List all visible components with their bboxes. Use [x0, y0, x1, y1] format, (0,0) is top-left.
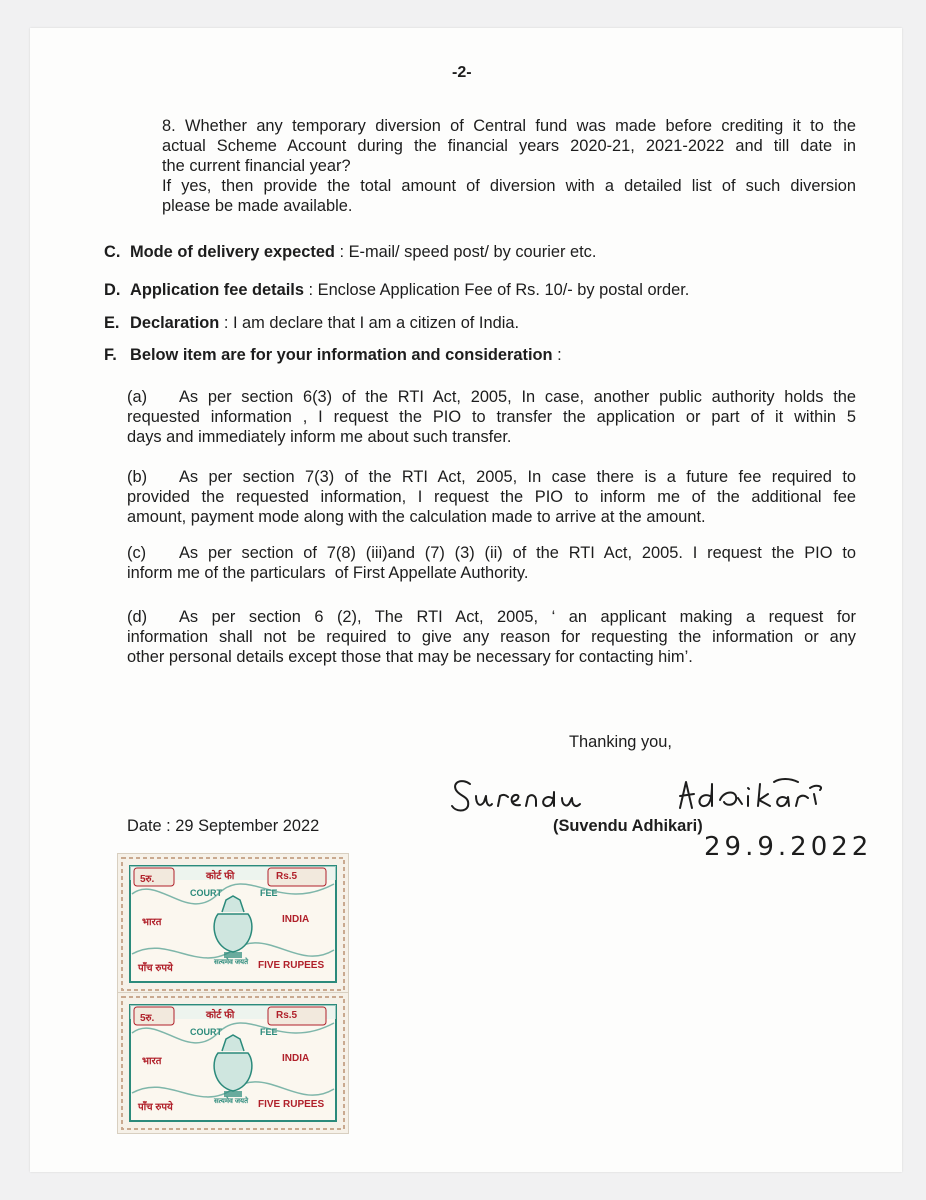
item-letter: F. — [104, 346, 117, 364]
item-f-information — [104, 345, 562, 365]
paragraph-line: requested information , I request the PIO to transfer the application or part of it within 5 — [127, 408, 856, 426]
paragraph-line: provided the requested information, I request the PIO to inform me of the additional fee — [127, 488, 856, 506]
item-text: : — [552, 346, 562, 364]
paragraph-tag: (a) — [127, 388, 148, 406]
item-c-delivery-mode — [104, 242, 596, 262]
item-8-line: the current financial year? — [162, 157, 351, 175]
stamp-country-hindi: भारत — [142, 1056, 162, 1067]
item-heading: Below item are for your information and consideration — [130, 346, 553, 364]
stamp-words-english: FIVE RUPEES — [258, 1099, 325, 1110]
item-text: : I am declare that I am a citizen of India. — [219, 314, 520, 332]
paragraph-a — [127, 387, 856, 447]
date-line: Date : 29 September 2022 — [127, 817, 320, 835]
stamp-emblem-motto: सत्यमेव जयते — [214, 1098, 249, 1105]
item-heading: Application fee details — [130, 281, 304, 299]
paragraph-line: amount, payment mode along with the calculation made to arrive at the amount. — [127, 508, 706, 526]
item-text: : Enclose Application Fee of Rs. 10/- by postal order. — [303, 281, 690, 299]
item-text: : E-mail/ speed post/ by courier etc. — [334, 243, 597, 261]
paragraph-line — [127, 543, 856, 563]
item-heading: Mode of delivery expected — [130, 243, 335, 261]
stamp-top-hindi: कोर्ट फी — [206, 871, 235, 882]
item-8-question — [162, 116, 856, 216]
item-8-line: please be made available. — [162, 197, 353, 215]
paragraph-line: days and immediately inform me about such transfer. — [127, 428, 512, 446]
paragraph-line: information shall not be required to give any reason for requesting the information or any — [127, 628, 856, 646]
stamp-court-label: COURT — [190, 1027, 222, 1037]
stamp-words-english: FIVE RUPEES — [258, 960, 325, 971]
paragraph-tag: (b) — [127, 468, 148, 486]
stamp-court-label: COURT — [190, 888, 222, 898]
stamp-country-english: INDIA — [282, 914, 310, 925]
stamp-value-hindi: 5रु. — [140, 1013, 155, 1024]
paragraph-text: As per section of 7(8) (iii)and (7) (3) (ii) of the RTI Act, 2005. I request the PIO to — [179, 544, 856, 562]
stamp-value-hindi: 5रु. — [140, 874, 155, 885]
item-heading: Declaration — [130, 314, 220, 332]
item-8-line: 8. Whether any temporary diversion of Central fund was made before crediting it to the — [162, 117, 856, 135]
court-fee-stamp — [117, 992, 349, 1134]
stamp-country-english: INDIA — [282, 1053, 310, 1064]
paragraph-line: inform me of the particulars of First Appellate Authority. — [127, 564, 529, 582]
item-letter: D. — [104, 281, 121, 299]
paragraph-text: As per section 6 (2), The RTI Act, 2005, ‘ an applicant making a request for — [179, 608, 856, 626]
stamp-words-hindi: पाँच रुपये — [138, 1102, 173, 1113]
paragraph-text: As per section 7(3) of the RTI Act, 2005, In case there is a future fee required to — [179, 468, 856, 486]
court-fee-stamp — [117, 853, 349, 995]
stamp-value-english: Rs.5 — [276, 871, 298, 882]
item-e-declaration — [104, 313, 519, 333]
item-8-line: If yes, then provide the total amount of diversion with a detailed list of such diversion — [162, 177, 856, 195]
paragraph-line — [127, 467, 856, 487]
paragraph-tag: (c) — [127, 544, 147, 562]
paragraph-line: other personal details except those that may be necessary for contacting him’. — [127, 648, 693, 666]
stamp-country-hindi: भारत — [142, 917, 162, 928]
stamp-emblem-motto: सत्यमेव जयते — [214, 959, 249, 966]
item-8-line: actual Scheme Account during the financial years 2020-21, 2021-2022 and till date in — [162, 137, 856, 155]
signatory-name: (Suvendu Adhikari) — [553, 817, 703, 835]
paragraph-tag: (d) — [127, 608, 148, 626]
paragraph-text: As per section 6(3) of the RTI Act, 2005, In case, another public authority holds the — [179, 388, 856, 406]
paragraph-line — [127, 387, 856, 407]
handwritten-date: 29.9.2022 — [704, 832, 873, 862]
closing-text: Thanking you, — [569, 733, 672, 751]
item-letter: E. — [104, 314, 120, 332]
stamp-fee-label: FEE — [260, 888, 278, 898]
stamp-words-hindi: पाँच रुपये — [138, 963, 173, 974]
paragraph-b — [127, 467, 856, 527]
item-d-application-fee — [104, 280, 689, 300]
paragraph-line — [127, 607, 856, 627]
item-letter: C. — [104, 243, 121, 261]
page-number: -2- — [452, 64, 472, 81]
paragraph-c — [127, 543, 856, 583]
stamp-top-hindi: कोर्ट फी — [206, 1010, 235, 1021]
stamp-value-english: Rs.5 — [276, 1010, 298, 1021]
stamp-fee-label: FEE — [260, 1027, 278, 1037]
paragraph-d — [127, 607, 856, 667]
